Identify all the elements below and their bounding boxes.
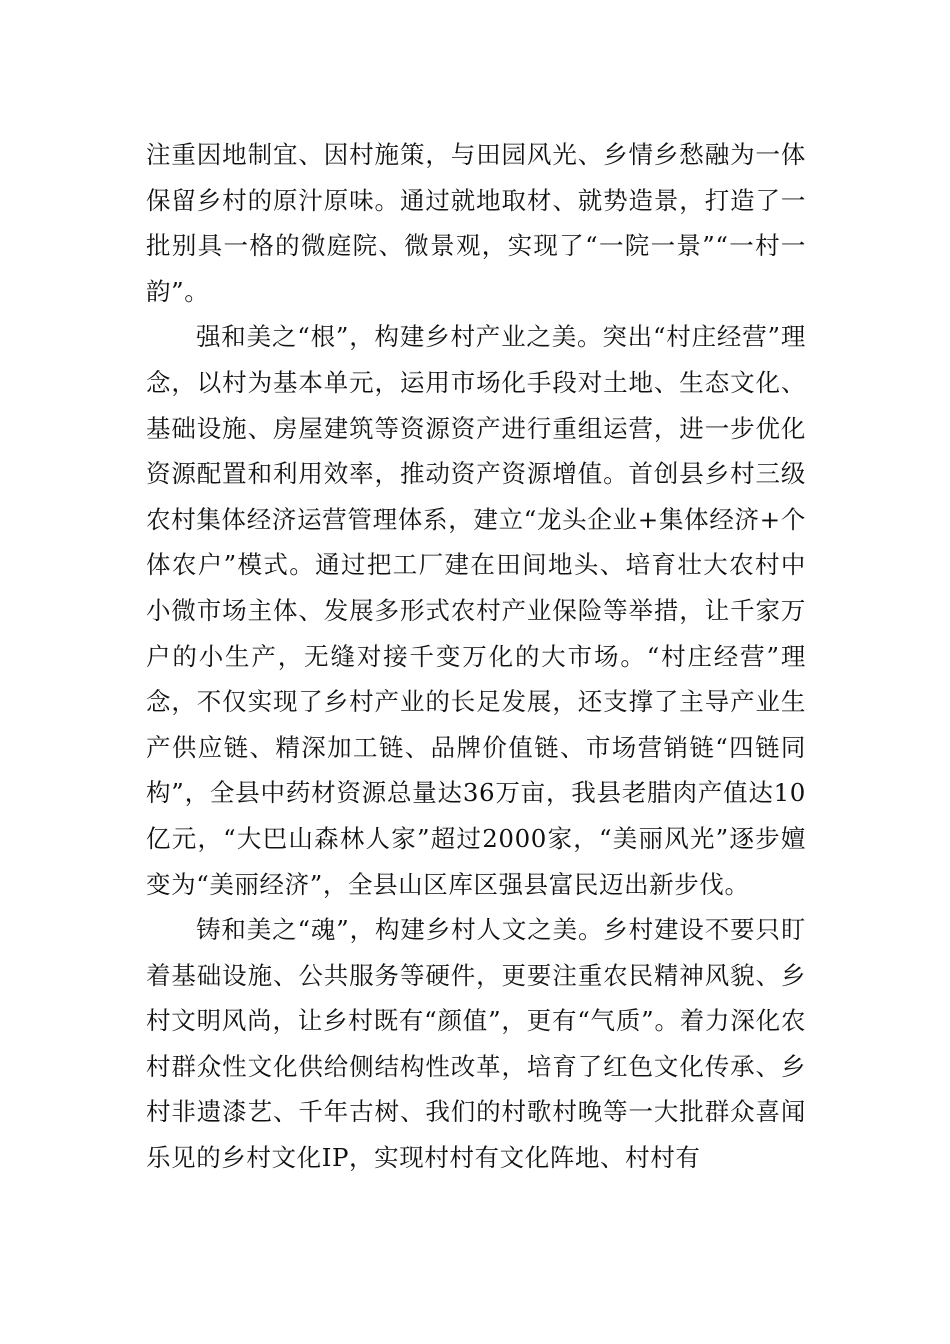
paragraph-continuation: 注重因地制宜、因村施策，与田园风光、乡情乡愁融为一体保留乡村的原汁原味。通过就地取材、就势造景，打造了一批别具一格的微庭院、微景观，实现了“一院一景”“一村一韵”。	[146, 140, 806, 306]
document-page	[146, 132, 806, 1181]
paragraph-culture-beauty: 铸和美之“魂”，构建乡村人文之美。乡村建设不要只盯着基础设施、公共服务等硬件，更要注重农民精神风貌、乡村文明风尚，让乡村既有“颜值”，更有“气质”。着力深化农村群众性文化供给侧结构性改革，培育了红色文化传承、乡村非遗漆艺、千年古树、我们的村歌村晚等一大批群众喜闻乐见的乡村文化IP，实现村村有文化阵地、村村有	[146, 915, 806, 1173]
paragraph-industry-beauty: 强和美之“根”，构建乡村产业之美。突出“村庄经营”理念，以村为基本单元，运用市场化手段对土地、生态文化、基础设施、房屋建筑等资源资产进行重组运营，进一步优化资源配置和利用效率，推动资产资源增值。首创县乡村三级农村集体经济运营管理体系，建立“龙头企业+集体经济+个体农户”模式。通过把工厂建在田间地头、培育壮大农村中小微市场主体、发展多形式农村产业保险等举措，让千家万户的小生产，无缝对接千变万化的大市场。“村庄经营”理念，不仅实现了乡村产业的长足发展，还支撑了主导产业生产供应链、精深加工链、品牌价值链、市场营销链“四链同构”，全县中药材资源总量达36万亩，我县老腊肉产值达10亿元，“大巴山森林人家”超过2000家，“美丽风光”逐步嬗变为“美丽经济”，全县山区库区强县富民迈出新步伐。	[146, 322, 806, 899]
